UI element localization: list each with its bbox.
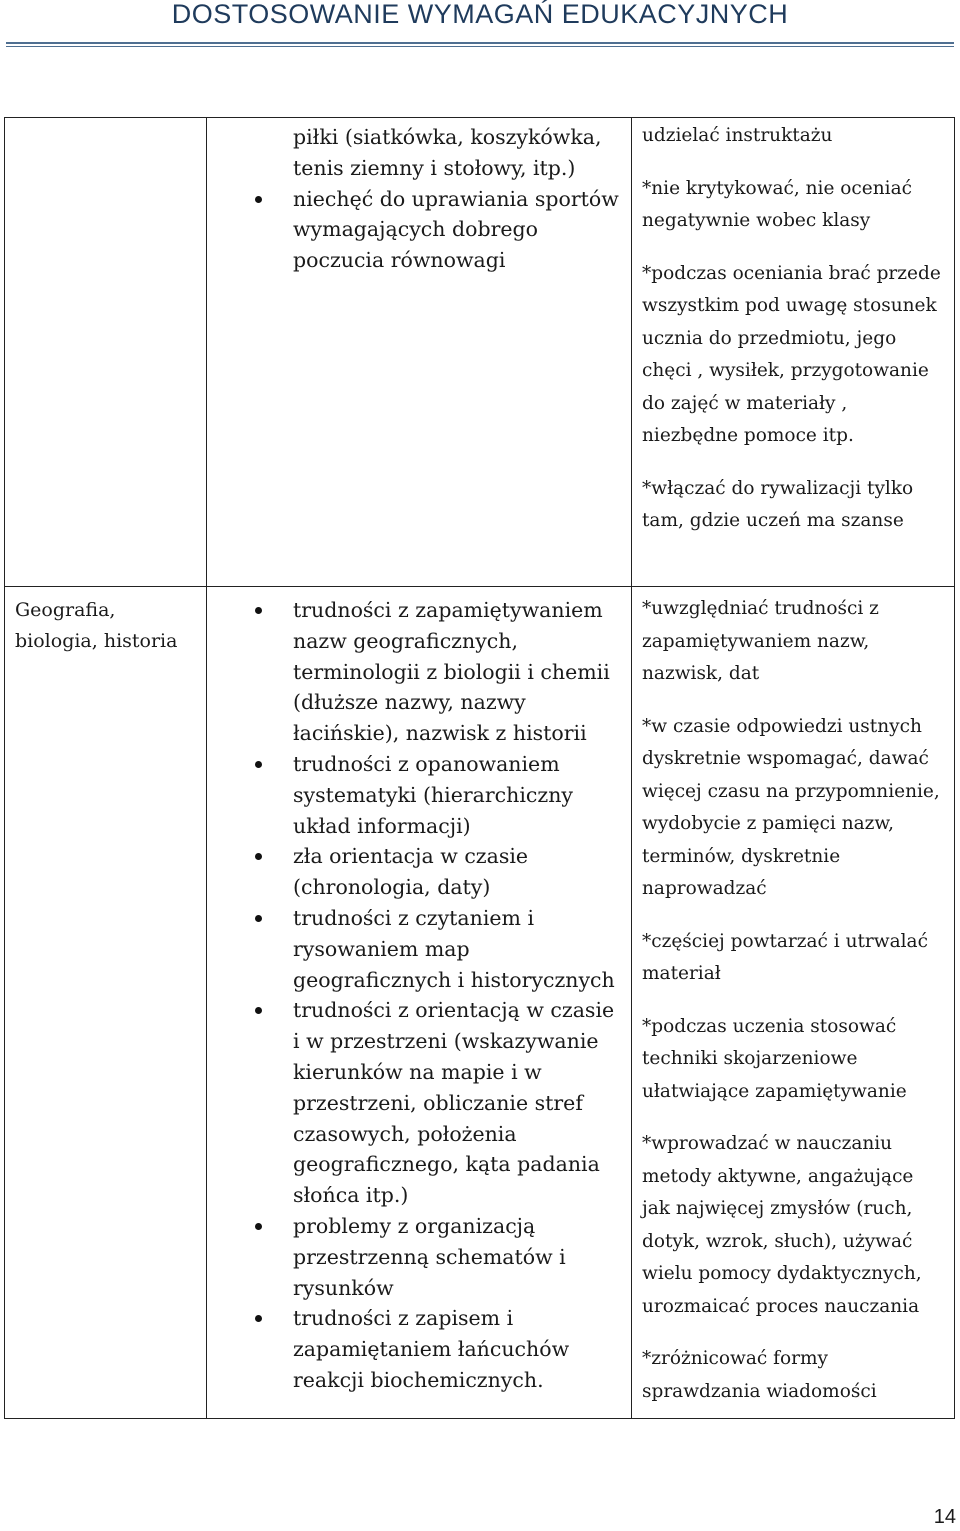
recommendation: *częściej powtarzać i utrwalać materiał	[642, 930, 928, 984]
list-item: trudności z opanowaniem systematyki (hierarchiczny układ informacji)	[293, 749, 621, 841]
recommendations-cell	[632, 118, 955, 587]
difficulties-list	[207, 122, 631, 276]
recommendations-cell	[632, 587, 955, 1419]
list-item: piłki (siatkówka, koszykówka, tenis ziemny i stołowy, itp.)	[293, 125, 602, 180]
recommendation: *podczas oceniania brać przede wszystkim pod uwagę stosunek ucznia do przedmiotu, jego chęci , wysiłek, przygotowanie do zajęć w materiały , niezbędne pomoce itp.	[642, 262, 941, 446]
list-item: trudności z zapisem i zapamiętaniem łańcuchów reakcji biochemicznych.	[293, 1303, 621, 1395]
recommendation: *włączać do rywalizacji tylko tam, gdzie uczeń ma szanse	[642, 477, 914, 531]
table-row	[5, 587, 955, 1419]
recommendation: *zróżnicować formy sprawdzania wiadomości	[642, 1348, 877, 1402]
subject-label: Geografia, biologia, historia	[15, 599, 178, 652]
list-item: problemy z organizacją przestrzenną schematów i rysunków	[293, 1211, 621, 1303]
recommendations-list	[632, 593, 954, 1408]
difficulties-list	[207, 595, 631, 1396]
list-item: trudności z orientacją w czasie i w przestrzeni (wskazywanie kierunków na mapie i w przestrzeni, obliczanie stref czasowych, położenia geograficznego, kąta padania słońca itp.)	[293, 995, 621, 1211]
recommendation: *wprowadzać w nauczaniu metody aktywne, angażujące jak najwięcej zmysłów (ruch, dotyk, wzrok, słuch), używać wielu pomocy dydaktycznych, urozmaicać proces nauczania	[642, 1133, 922, 1317]
page-header: DOSTOSOWANIE WYMAGAŃ EDUKACYJNYCH	[171, 0, 789, 29]
list-item: niechęć do uprawiania sportów wymagających dobrego poczucia równowagi	[293, 184, 621, 276]
difficulties-cell	[207, 118, 632, 587]
recommendation: *uwzględniać trudności z zapamiętywaniem nazw, nazwisk, dat	[642, 598, 879, 684]
header-divider-thin	[6, 46, 954, 47]
list-item: trudności z czytaniem i rysowaniem map geograficznych i historycznych	[293, 903, 621, 995]
recommendation: *nie krytykować, nie oceniać negatywnie wobec klasy	[642, 177, 912, 231]
recommendation: udzielać instruktażu	[642, 125, 833, 146]
recommendations-list	[632, 120, 954, 538]
subject-cell	[5, 118, 207, 587]
subject-cell	[5, 587, 207, 1419]
list-item: trudności z zapamiętywaniem nazw geograficznych, terminologii z biologii i chemii (dłuższe nazwy, nazwy łacińskie), nazwisk z historii	[293, 595, 621, 749]
recommendation: *podczas uczenia stosować techniki skojarzeniowe ułatwiające zapamiętywanie	[642, 1015, 907, 1102]
header-divider	[6, 42, 954, 44]
page-number: 14	[933, 1506, 956, 1528]
table-row	[5, 118, 955, 587]
adaptation-table	[4, 117, 955, 1419]
list-item: zła orientacja w czasie (chronologia, daty)	[293, 841, 621, 903]
recommendation: *w czasie odpowiedzi ustnych dyskretnie wspomagać, dawać więcej czasu na przypomnienie, wydobycie z pamięci nazw, terminów, dyskretnie naprowadzać	[642, 715, 940, 899]
difficulties-cell	[207, 587, 632, 1419]
